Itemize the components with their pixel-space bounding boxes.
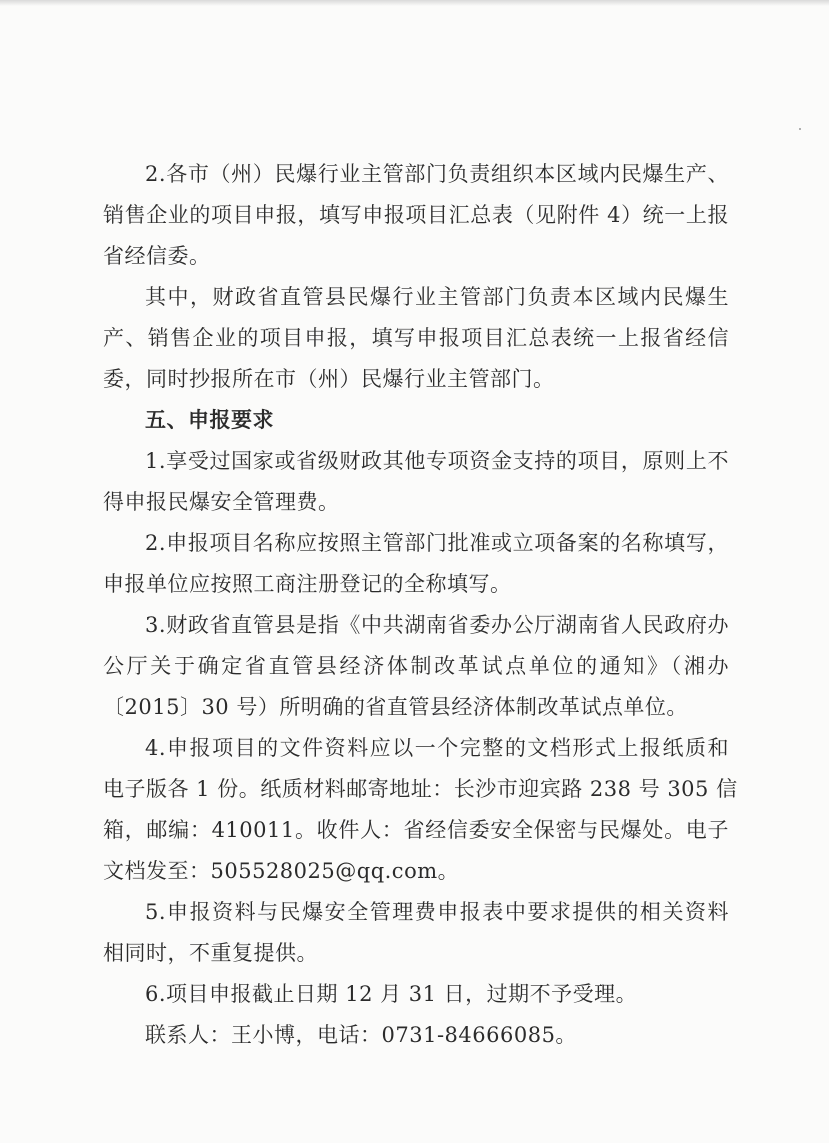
paragraph-line: 省经信委。	[103, 244, 211, 268]
paragraph-line: 1.享受过国家或省级财政其他专项资金支持的项目，原则上不	[145, 449, 729, 473]
paragraph-line: 5.申报资料与民爆安全管理费申报表中要求提供的相关资料	[145, 900, 729, 924]
paragraph-line: 〔2015〕30 号）所明确的省直管县经济体制改革试点单位。	[103, 695, 688, 719]
paragraph-line: 其中，财政省直管县民爆行业主管部门负责本区域内民爆生	[145, 285, 729, 309]
paragraph-line: 申报单位应按照工商注册登记的全称填写。	[103, 572, 512, 596]
section-heading: 五、申报要求	[145, 408, 274, 432]
scan-speck	[799, 128, 801, 130]
paragraph-line: 4.申报项目的文件资料应以一个完整的文档形式上报纸质和	[145, 736, 729, 760]
scan-edge	[0, 0, 829, 6]
contact-line: 联系人：王小博，电话：0731-84666085。	[145, 1023, 577, 1047]
paragraph-line: 得申报民爆安全管理费。	[103, 490, 340, 514]
paragraph-line: 6.项目申报截止日期 12 月 31 日，过期不予受理。	[145, 982, 638, 1006]
paragraph-line: 委，同时抄报所在市（州）民爆行业主管部门。	[103, 367, 555, 391]
paragraph-line: 2.申报项目名称应按照主管部门批准或立项备案的名称填写，	[145, 531, 729, 555]
paragraph-line: 相同时，不重复提供。	[103, 941, 318, 965]
paragraph-line: 箱，邮编：410011。收件人：省经信委安全保密与民爆处。电子	[103, 818, 729, 842]
paragraph-line: 文档发至：505528025@qq.com。	[103, 859, 460, 883]
paragraph-line: 公厅关于确定省直管县经济体制改革试点单位的通知》（湘办	[103, 654, 729, 678]
paragraph-line: 产、销售企业的项目申报，填写申报项目汇总表统一上报省经信	[103, 326, 729, 350]
paragraph-line: 3.财政省直管县是指《中共湖南省委办公厅湖南省人民政府办	[145, 613, 729, 637]
paragraph-line: 2.各市（州）民爆行业主管部门负责组织本区域内民爆生产、	[145, 162, 729, 186]
paragraph-line: 销售企业的项目申报，填写申报项目汇总表（见附件 4）统一上报	[103, 203, 729, 227]
paragraph-line: 电子版各 1 份。纸质材料邮寄地址：长沙市迎宾路 238 号 305 信	[103, 777, 738, 801]
